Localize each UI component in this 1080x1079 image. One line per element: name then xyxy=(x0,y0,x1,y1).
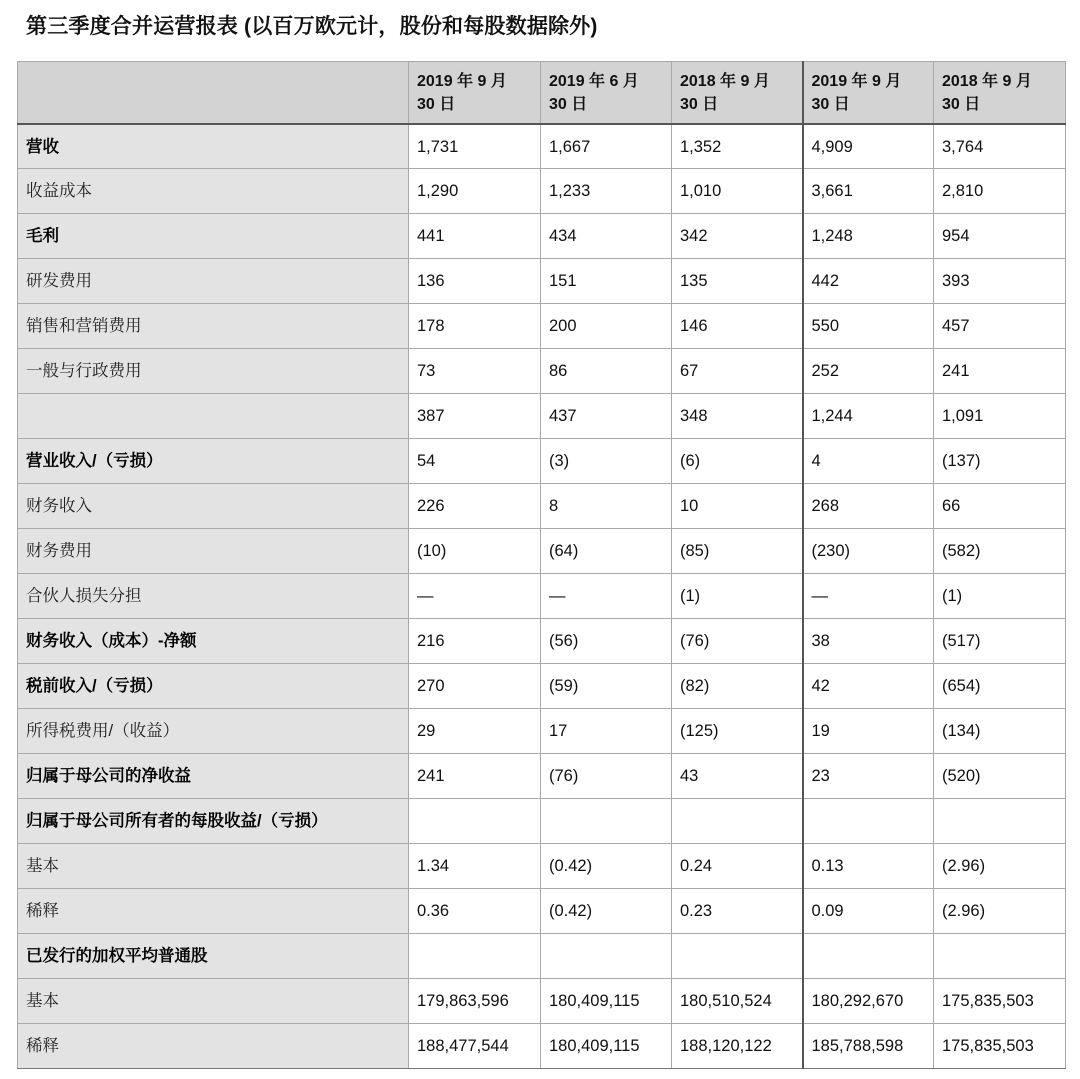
value-cell: 3,661 xyxy=(803,169,934,214)
value-cell: 241 xyxy=(934,349,1066,394)
value-cell: (76) xyxy=(672,619,803,664)
table-row xyxy=(18,889,1066,934)
row-label: 税前收入/（亏损） xyxy=(18,664,409,709)
value-cell: (125) xyxy=(672,709,803,754)
value-cell: 434 xyxy=(541,214,672,259)
value-cell: 1,290 xyxy=(409,169,541,214)
value-cell: 437 xyxy=(541,394,672,439)
table-row xyxy=(18,709,1066,754)
table-row xyxy=(18,529,1066,574)
value-cell: 4,909 xyxy=(803,124,934,169)
value-cell: (10) xyxy=(409,529,541,574)
row-label: 稀释 xyxy=(18,1024,409,1069)
row-label: 所得税费用/（收益） xyxy=(18,709,409,754)
value-cell: (1) xyxy=(672,574,803,619)
row-label: 归属于母公司的净收益 xyxy=(18,754,409,799)
value-cell: 1,352 xyxy=(672,124,803,169)
value-cell: 393 xyxy=(934,259,1066,304)
value-cell: 4 xyxy=(803,439,934,484)
value-cell: (230) xyxy=(803,529,934,574)
row-label: 营收 xyxy=(18,124,409,169)
value-cell: (0.42) xyxy=(541,889,672,934)
table-row xyxy=(18,349,1066,394)
value-cell: 178 xyxy=(409,304,541,349)
value-cell: 10 xyxy=(672,484,803,529)
value-cell: 185,788,598 xyxy=(803,1024,934,1069)
value-cell: — xyxy=(541,574,672,619)
table-row xyxy=(18,574,1066,619)
value-cell: (82) xyxy=(672,664,803,709)
value-cell xyxy=(541,799,672,844)
value-cell xyxy=(934,799,1066,844)
value-cell: 954 xyxy=(934,214,1066,259)
value-cell: 86 xyxy=(541,349,672,394)
row-label: 研发费用 xyxy=(18,259,409,304)
value-cell: 188,120,122 xyxy=(672,1024,803,1069)
table-row xyxy=(18,214,1066,259)
value-cell: (137) xyxy=(934,439,1066,484)
value-cell: 0.09 xyxy=(803,889,934,934)
row-label: 合伙人损失分担 xyxy=(18,574,409,619)
value-cell: 226 xyxy=(409,484,541,529)
value-cell: 66 xyxy=(934,484,1066,529)
value-cell: (6) xyxy=(672,439,803,484)
table-body xyxy=(18,124,1066,1069)
table-row xyxy=(18,169,1066,214)
value-cell: (59) xyxy=(541,664,672,709)
value-cell: 342 xyxy=(672,214,803,259)
value-cell: (2.96) xyxy=(934,889,1066,934)
value-cell: — xyxy=(409,574,541,619)
row-label: 基本 xyxy=(18,844,409,889)
value-cell xyxy=(409,799,541,844)
value-cell: — xyxy=(803,574,934,619)
row-label: 毛利 xyxy=(18,214,409,259)
column-header-period: 2019 年 6 月 30 日 xyxy=(541,62,672,124)
table-header-row xyxy=(18,62,1066,124)
value-cell: 2,810 xyxy=(934,169,1066,214)
row-label: 一般与行政费用 xyxy=(18,349,409,394)
row-label: 稀释 xyxy=(18,889,409,934)
value-cell xyxy=(409,934,541,979)
row-label: 财务收入（成本）-净额 xyxy=(18,619,409,664)
value-cell: (520) xyxy=(934,754,1066,799)
value-cell xyxy=(672,799,803,844)
value-cell: 1,233 xyxy=(541,169,672,214)
value-cell: 1,667 xyxy=(541,124,672,169)
value-cell: 8 xyxy=(541,484,672,529)
value-cell: 136 xyxy=(409,259,541,304)
value-cell: (134) xyxy=(934,709,1066,754)
value-cell: 252 xyxy=(803,349,934,394)
table-row xyxy=(18,439,1066,484)
table-row xyxy=(18,484,1066,529)
column-header-period: 2018 年 9 月 30 日 xyxy=(672,62,803,124)
table-row xyxy=(18,1024,1066,1069)
value-cell: 179,863,596 xyxy=(409,979,541,1024)
value-cell: 180,409,115 xyxy=(541,1024,672,1069)
row-label: 销售和营销费用 xyxy=(18,304,409,349)
value-cell: 67 xyxy=(672,349,803,394)
value-cell: 180,510,524 xyxy=(672,979,803,1024)
row-label: 财务收入 xyxy=(18,484,409,529)
value-cell: 1.34 xyxy=(409,844,541,889)
value-cell xyxy=(672,934,803,979)
value-cell: 3,764 xyxy=(934,124,1066,169)
value-cell: 0.23 xyxy=(672,889,803,934)
row-label: 已发行的加权平均普通股 xyxy=(18,934,409,979)
value-cell: 442 xyxy=(803,259,934,304)
column-header-period: 2019 年 9 月 30 日 xyxy=(803,62,934,124)
table-row xyxy=(18,304,1066,349)
value-cell: 54 xyxy=(409,439,541,484)
value-cell: (582) xyxy=(934,529,1066,574)
table-row xyxy=(18,799,1066,844)
row-label: 基本 xyxy=(18,979,409,1024)
value-cell: 73 xyxy=(409,349,541,394)
value-cell: (2.96) xyxy=(934,844,1066,889)
value-cell: 348 xyxy=(672,394,803,439)
value-cell: 23 xyxy=(803,754,934,799)
column-header-period: 2019 年 9 月 30 日 xyxy=(409,62,541,124)
value-cell: 270 xyxy=(409,664,541,709)
value-cell xyxy=(934,934,1066,979)
page-title: 第三季度合并运营报表 (以百万欧元计，股份和每股数据除外) xyxy=(26,15,598,38)
table-row xyxy=(18,394,1066,439)
value-cell: 43 xyxy=(672,754,803,799)
value-cell: 441 xyxy=(409,214,541,259)
value-cell xyxy=(803,934,934,979)
table-row xyxy=(18,844,1066,889)
value-cell: 1,244 xyxy=(803,394,934,439)
value-cell: 180,292,670 xyxy=(803,979,934,1024)
row-label xyxy=(18,394,409,439)
value-cell: 188,477,544 xyxy=(409,1024,541,1069)
header-label-cell xyxy=(18,62,409,124)
value-cell: 1,248 xyxy=(803,214,934,259)
value-cell: 175,835,503 xyxy=(934,979,1066,1024)
value-cell: (85) xyxy=(672,529,803,574)
table-row xyxy=(18,754,1066,799)
value-cell: (56) xyxy=(541,619,672,664)
value-cell: 42 xyxy=(803,664,934,709)
value-cell: 1,010 xyxy=(672,169,803,214)
value-cell: 1,091 xyxy=(934,394,1066,439)
value-cell: (0.42) xyxy=(541,844,672,889)
value-cell: (76) xyxy=(541,754,672,799)
value-cell: 387 xyxy=(409,394,541,439)
value-cell: 0.13 xyxy=(803,844,934,889)
table-row xyxy=(18,934,1066,979)
value-cell: 0.36 xyxy=(409,889,541,934)
table-row xyxy=(18,259,1066,304)
value-cell: 1,731 xyxy=(409,124,541,169)
value-cell: 200 xyxy=(541,304,672,349)
value-cell: (517) xyxy=(934,619,1066,664)
table-row xyxy=(18,124,1066,169)
value-cell: (64) xyxy=(541,529,672,574)
value-cell: 216 xyxy=(409,619,541,664)
value-cell: 19 xyxy=(803,709,934,754)
value-cell: 268 xyxy=(803,484,934,529)
value-cell: 38 xyxy=(803,619,934,664)
value-cell: (654) xyxy=(934,664,1066,709)
value-cell: 550 xyxy=(803,304,934,349)
column-header-period: 2018 年 9 月 30 日 xyxy=(934,62,1066,124)
value-cell: 135 xyxy=(672,259,803,304)
row-label: 财务费用 xyxy=(18,529,409,574)
value-cell: (1) xyxy=(934,574,1066,619)
table-row xyxy=(18,664,1066,709)
value-cell: 457 xyxy=(934,304,1066,349)
value-cell xyxy=(541,934,672,979)
row-label: 收益成本 xyxy=(18,169,409,214)
value-cell: 146 xyxy=(672,304,803,349)
value-cell: 180,409,115 xyxy=(541,979,672,1024)
row-label: 归属于母公司所有者的每股收益/（亏损） xyxy=(18,799,409,844)
value-cell: 241 xyxy=(409,754,541,799)
value-cell: (3) xyxy=(541,439,672,484)
table-row xyxy=(18,619,1066,664)
table-row xyxy=(18,979,1066,1024)
value-cell: 29 xyxy=(409,709,541,754)
row-label: 营业收入/（亏损） xyxy=(18,439,409,484)
value-cell xyxy=(803,799,934,844)
value-cell: 0.24 xyxy=(672,844,803,889)
income-statement-table xyxy=(17,61,1066,1069)
value-cell: 151 xyxy=(541,259,672,304)
value-cell: 175,835,503 xyxy=(934,1024,1066,1069)
value-cell: 17 xyxy=(541,709,672,754)
